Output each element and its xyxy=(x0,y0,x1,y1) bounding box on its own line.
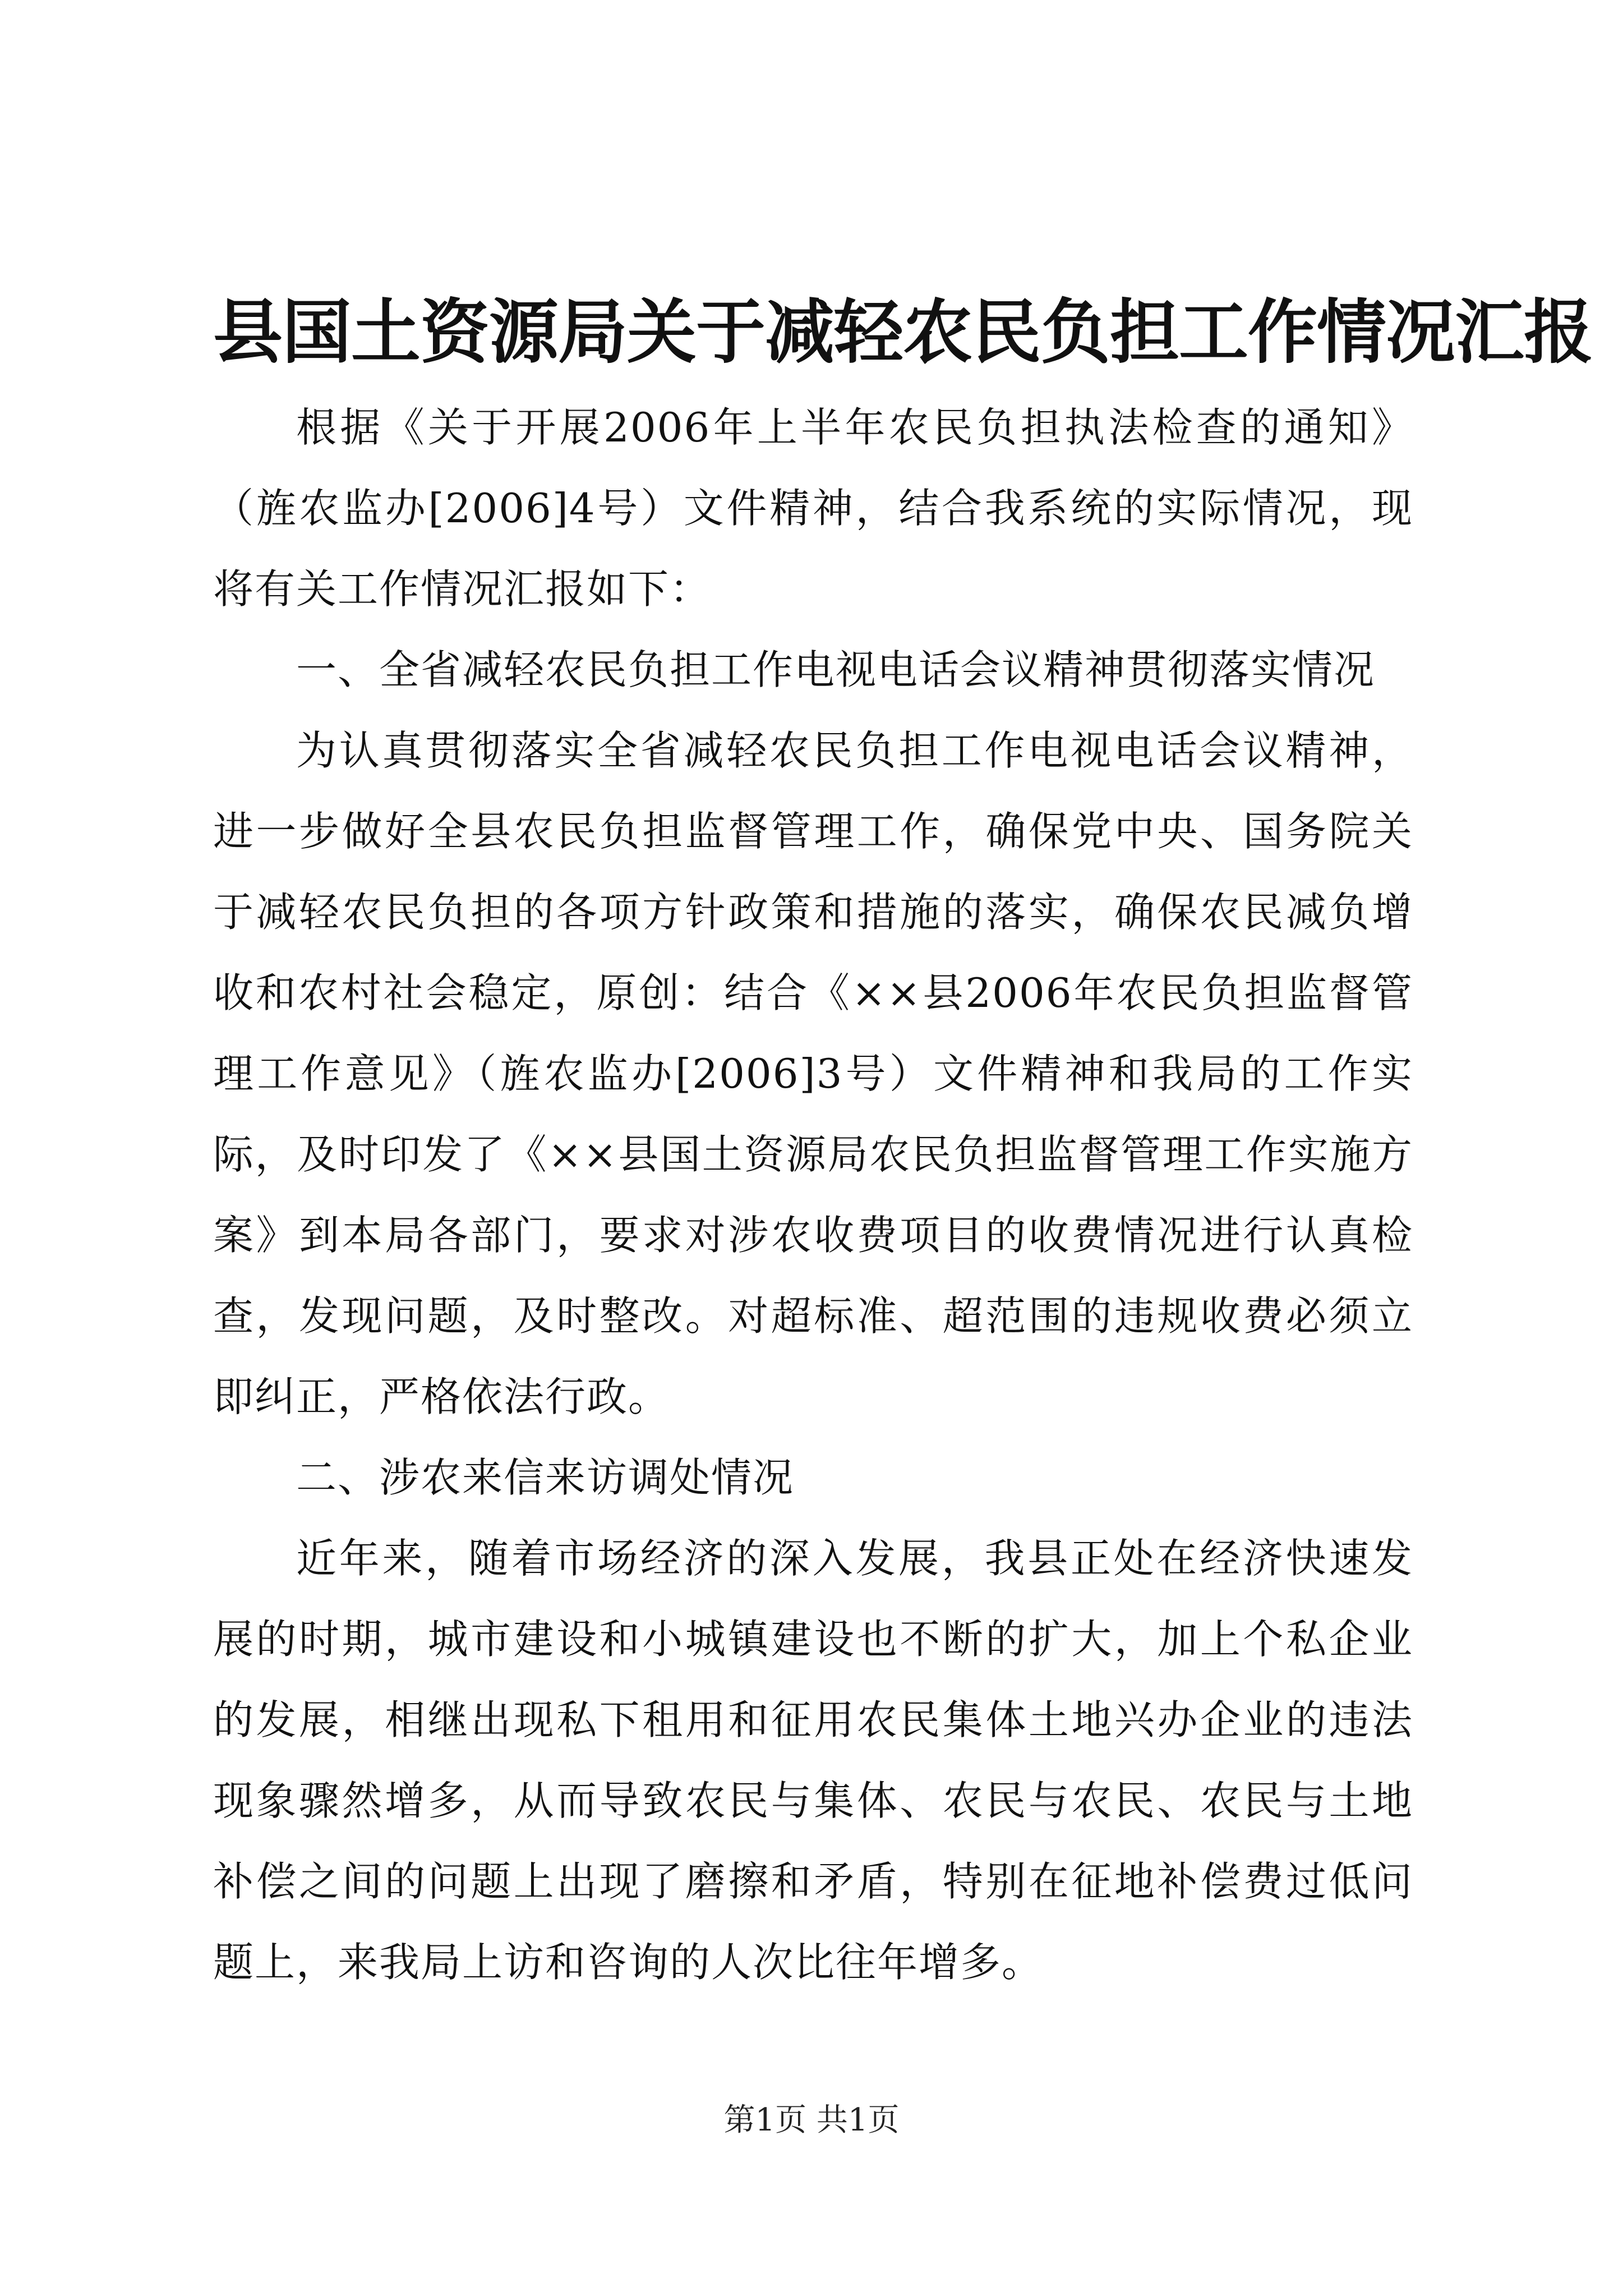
section-heading-1: 一、全省减轻农民负担工作电视电话会议精神贯彻落实情况 xyxy=(296,646,1376,693)
section-2-paragraph: 近年来，随着市场经济的深入发展，我县正处在经济快速发展的时期，城市建设和小城镇建设也不断的扩大，加上个私企业的发展，相继出现私下租用和征用农民集体土地兴办企业的违法现象骤然增多，从而导致农民与集体、农民与农民、农民与土地补偿之间的问题上出现了磨擦和矛盾，特别在征地补偿费过低问题上，来我局上访和咨询的人次比往年增多。 xyxy=(213,1535,1413,1986)
page-number-footer: 第1页 共1页 xyxy=(723,2102,900,2138)
section-heading-2: 二、涉农来信来访调处情况 xyxy=(296,1454,795,1501)
section-1-paragraph: 为认真贯彻落实全省减轻农民负担工作电视电话会议精神，进一步做好全县农民负担监督管理工作，确保党中央、国务院关于减轻农民负担的各项方针政策和措施的落实，确保农民减负增收和农村社会稳定，原创：结合《××县2006年农民负担监督管理工作意见》（旌农监办[2006]3号）文件精神和我局的工作实际，及时印发了《××县国土资源局农民负担监督管理工作实施方案》到本局各部门，要求对涉农收费项目的收费情况进行认真检查，发现问题，及时整改。对超标准、超范围的违规收费必须立即纠正，严格依法行政。 xyxy=(213,727,1413,1420)
document-body xyxy=(213,387,1413,2003)
intro-paragraph: 根据《关于开展2006年上半年农民负担执法检查的通知》（旌农监办[2006]4号）文件精神，结合我系统的实际情况，现将有关工作情况汇报如下： xyxy=(213,404,1413,613)
document-title: 县国土资源局关于减轻农民负担工作情况汇报 xyxy=(213,292,1593,373)
